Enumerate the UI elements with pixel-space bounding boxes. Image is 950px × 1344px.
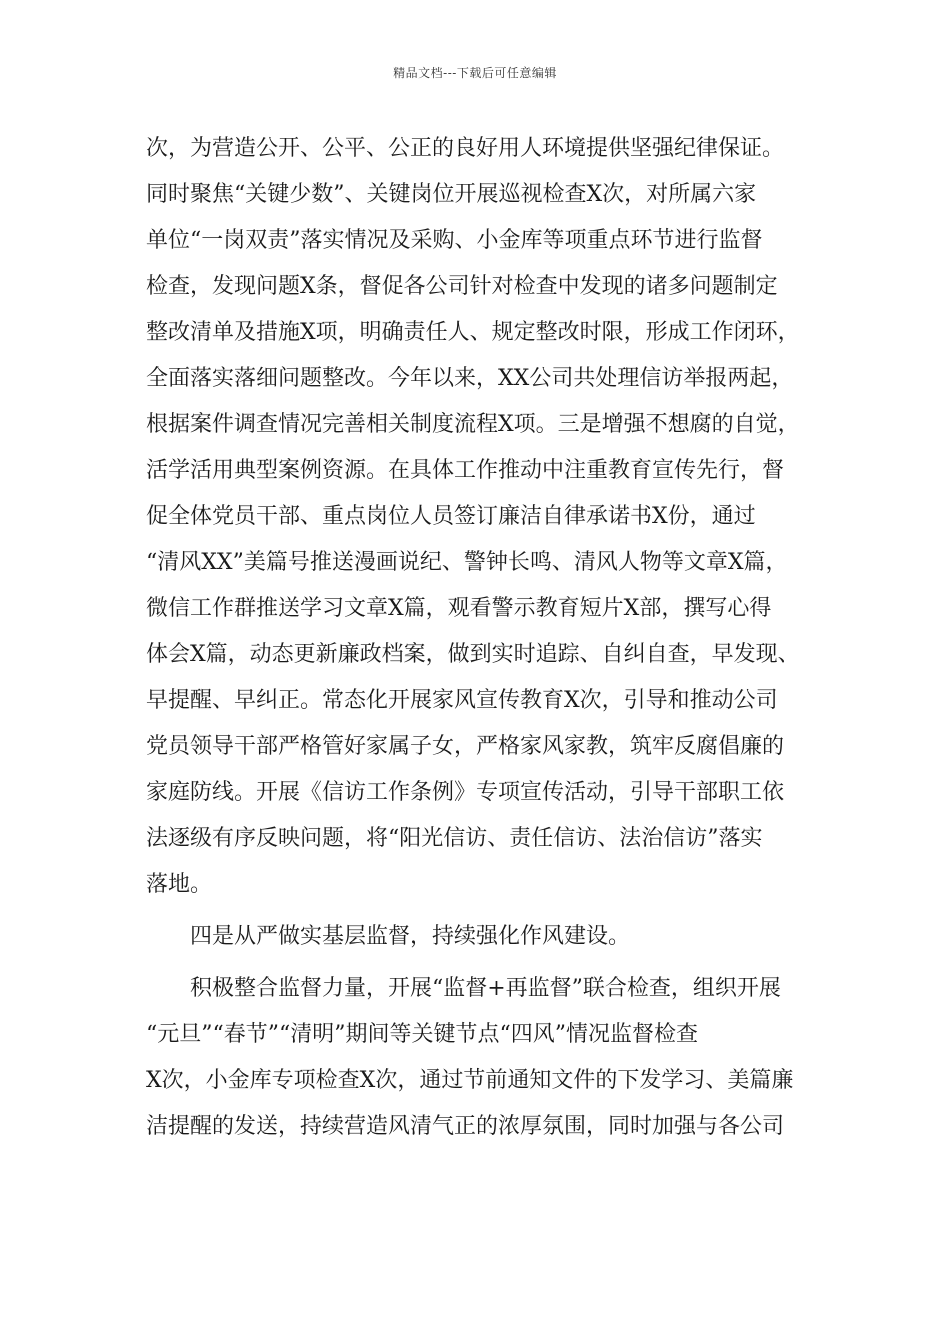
section-heading: 四是从严做实基层监督，持续强化作风建设。 bbox=[190, 924, 631, 949]
text-line: 家庭防线。开展《信访工作条例》专项宣传活动，引导干部职工依 bbox=[146, 780, 785, 805]
text-line: 微信工作群推送学习文章X篇，观看警示教育短片X部，撰写心得 bbox=[146, 596, 772, 621]
paragraph-2 bbox=[146, 966, 826, 1150]
text-line: 早提醒、早纠正。常态化开展家风宣传教育X次，引导和推动公司 bbox=[146, 688, 778, 713]
text-line: 党员领导干部严格管好家属子女，严格家风家教，筑牢反腐倡廉的 bbox=[146, 734, 785, 759]
text-line: 根据案件调查情况完善相关制度流程X项。三是增强不想腐的自觉， bbox=[146, 412, 800, 437]
paragraph-1 bbox=[146, 126, 826, 908]
text-line: 洁提醒的发送，持续营造风清气正的浓厚氛围，同时加强与各公司 bbox=[146, 1114, 785, 1139]
text-line: 法逐级有序反映问题，将“阳光信访、责任信访、法治信访”落实 bbox=[146, 826, 763, 851]
text-line: X次，小金库专项检查X次，通过节前通知文件的下发学习、美篇廉 bbox=[146, 1068, 794, 1093]
text-line: 整改清单及措施X项，明确责任人、规定整改时限，形成工作闭环， bbox=[146, 320, 800, 345]
text-line: 积极整合监督力量，开展“监督+再监督”联合检查，组织开展 bbox=[190, 976, 781, 1001]
document-body bbox=[146, 126, 826, 1150]
text-line: 活学活用典型案例资源。在具体工作推动中注重教育宣传先行，督 bbox=[146, 458, 785, 483]
page-header: 精品文档---下载后可任意编辑 bbox=[393, 66, 557, 80]
text-line: “元旦”“春节”“清明”期间等关键节点“四风”情况监督检查 bbox=[146, 1022, 698, 1047]
text-line: 单位“一岗双责”落实情况及采购、小金库等项重点环节进行监督 bbox=[146, 228, 763, 253]
text-line: 次，为营造公开、公平、公正的良好用人环境提供坚强纪律保证。 bbox=[146, 136, 785, 161]
text-line: “清风XX”美篇号推送漫画说纪、警钟长鸣、清风人物等文章X篇， bbox=[146, 550, 788, 575]
text-line: 促全体党员干部、重点岗位人员签订廉洁自律承诺书X份，通过 bbox=[146, 504, 756, 529]
text-line: 体会X篇，动态更新廉政档案，做到实时追踪、自纠自查，早发现、 bbox=[146, 642, 800, 667]
text-line: 落地。 bbox=[146, 872, 213, 897]
text-line: 全面落实落细问题整改。今年以来，XX公司共处理信访举报两起， bbox=[146, 366, 794, 391]
text-line: 同时聚焦“关键少数”、关键岗位开展巡视检查X次，对所属六家 bbox=[146, 182, 757, 207]
text-line: 检查，发现问题X条，督促各公司针对检查中发现的诸多问题制定 bbox=[146, 274, 778, 299]
